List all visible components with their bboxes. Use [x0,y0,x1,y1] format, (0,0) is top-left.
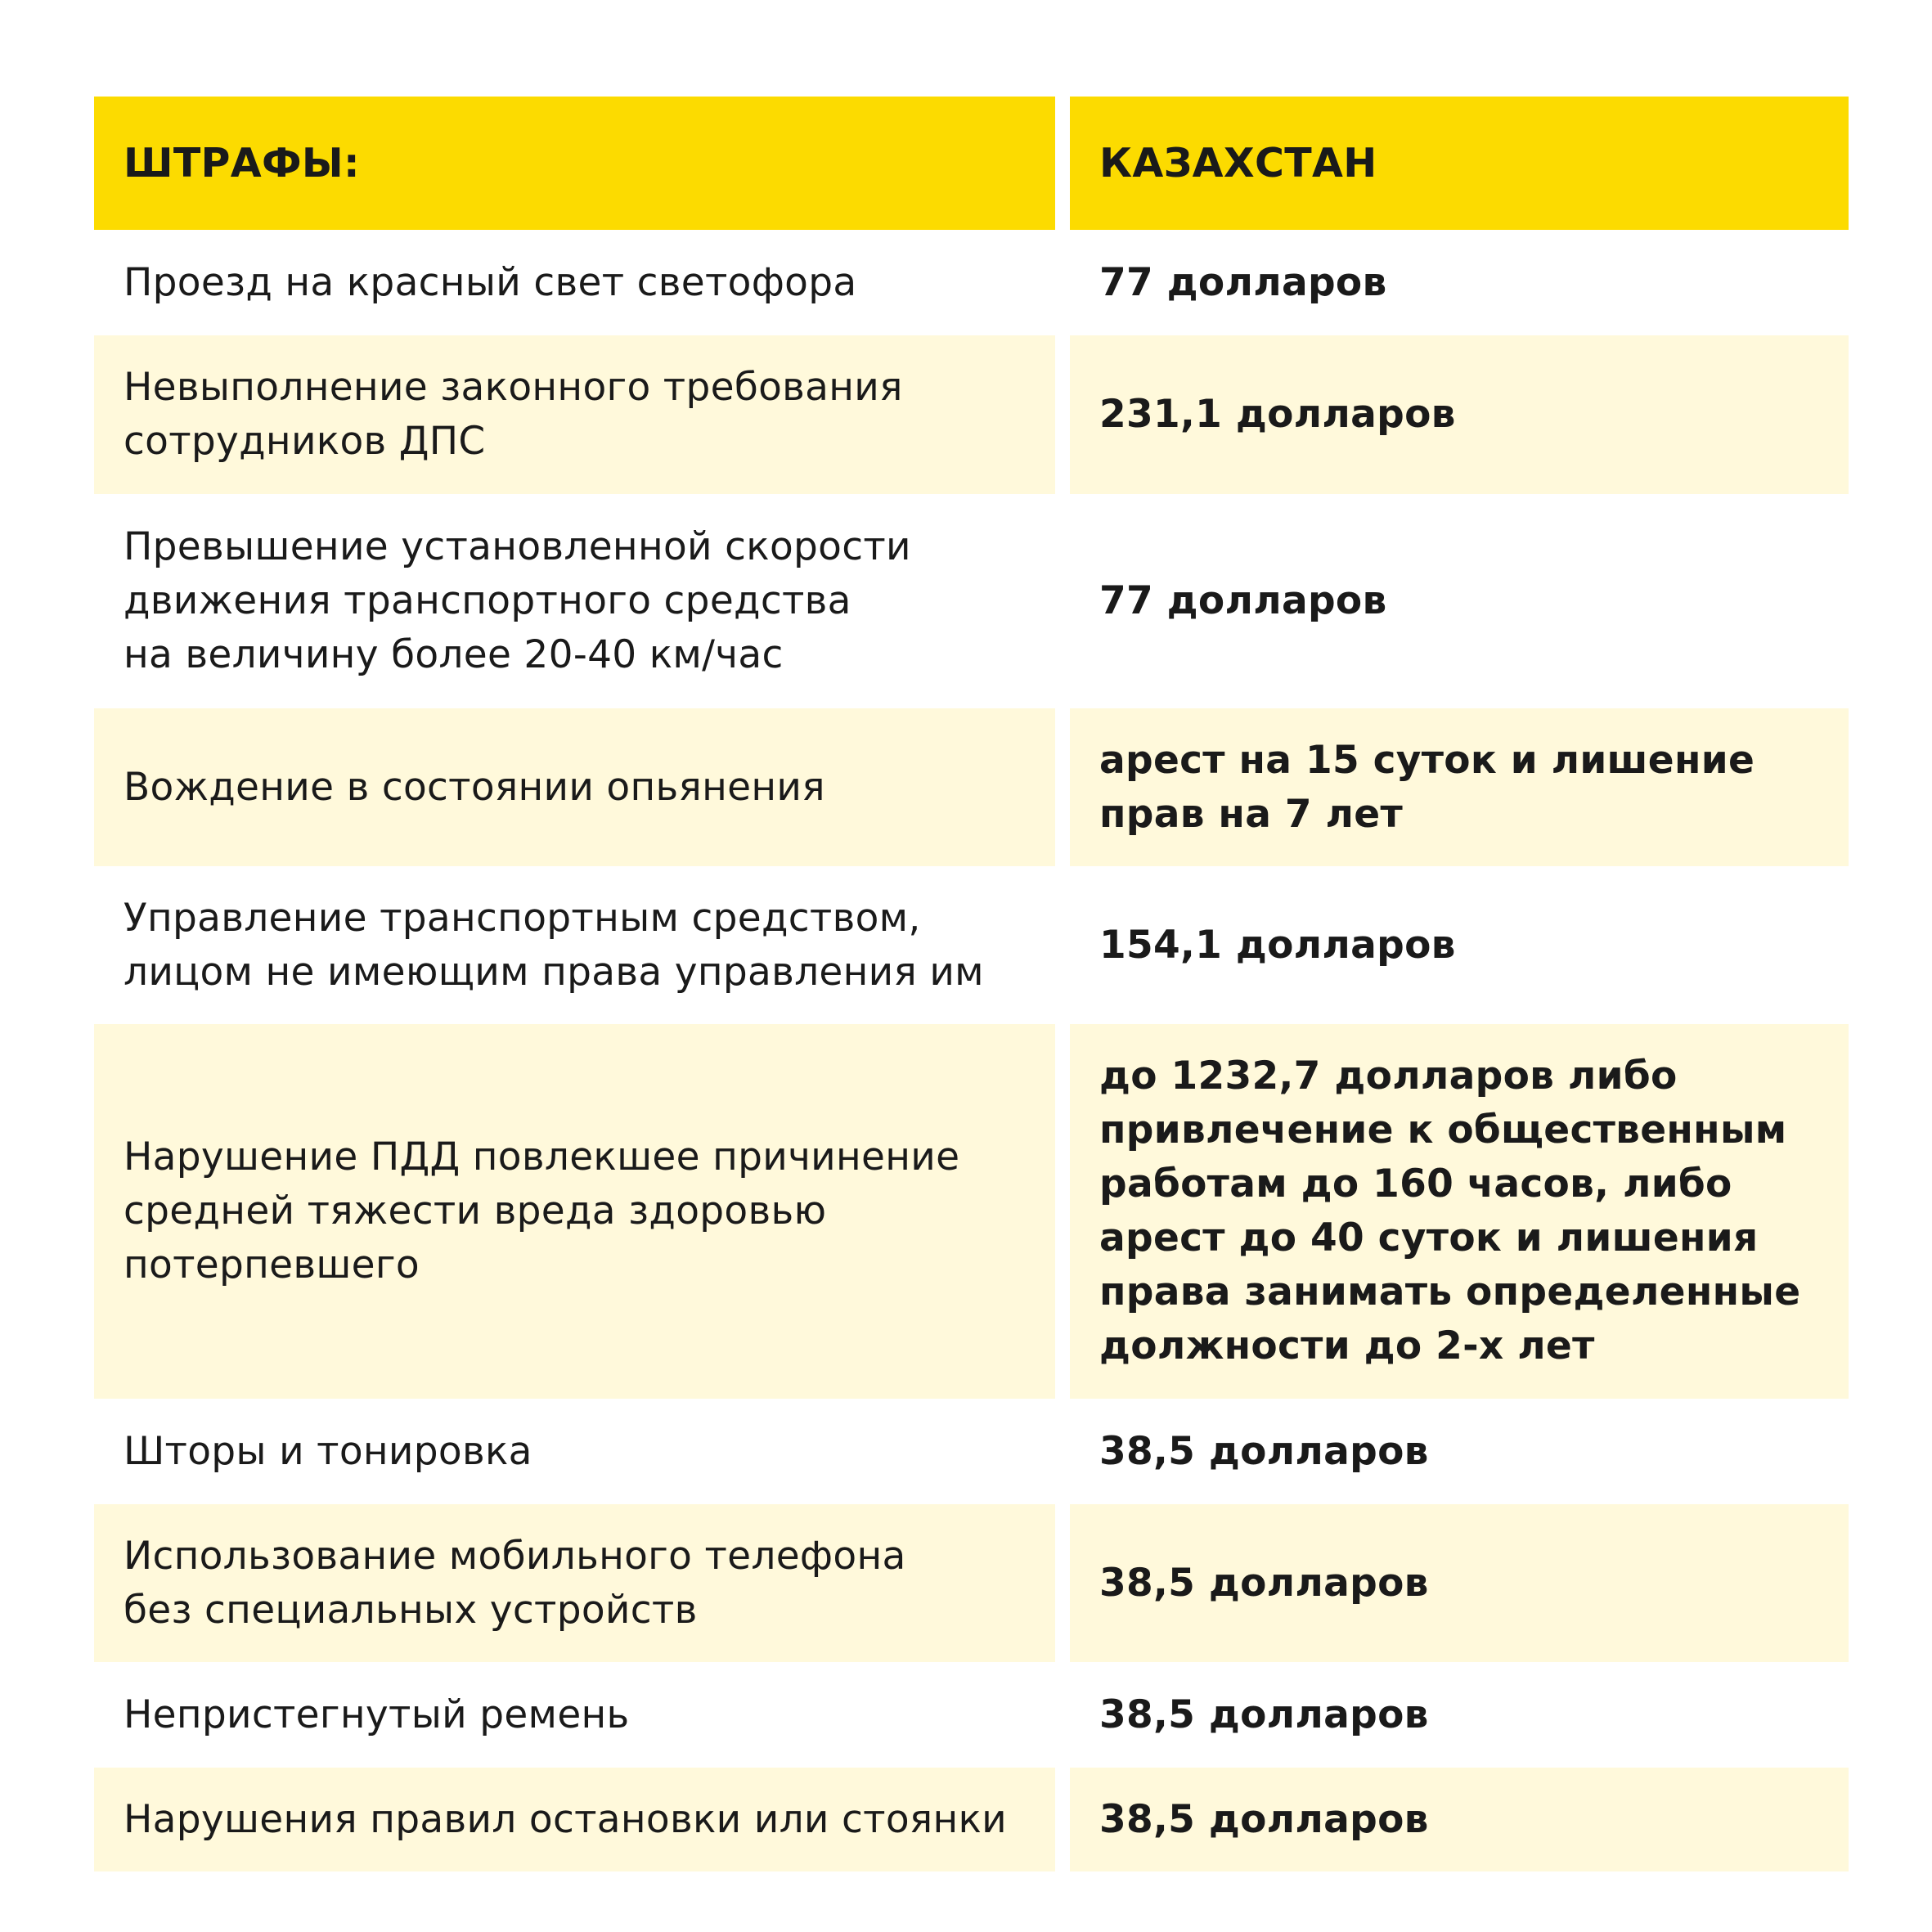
violation-cell: Нарушение ПДД повлекшее причинение средней тяжести вреда здоровью потерпевшего [94,1024,1055,1399]
table-row [94,1662,1849,1768]
fine-cell: 38,5 долларов [1099,1428,1429,1474]
violation-cell: Вождение в состоянии опьянения [94,708,1055,866]
table-row [94,1399,1849,1504]
fine-cell: до 1232,7 долларов либо привлечение к общественным работам до 160 часов, либо арест до 40 суток и лишения права занимать определенные должности до 2-х лет [1070,1024,1849,1399]
fine-cell: 154,1 долларов [1099,922,1456,968]
violation-cell: Превышение установленной скорости движения транспортного средства на величину более 20-40 км/час [124,524,911,677]
table-row [94,494,1849,708]
violation-cell: Использование мобильного телефона без специальных устройств [94,1504,1055,1662]
header-country: КАЗАХСТАН [1070,97,1849,230]
fine-cell: 77 долларов [1099,578,1387,623]
violation-cell: Шторы и тонировка [124,1428,532,1474]
table-row [94,1768,1849,1871]
table-row [94,1024,1849,1399]
fine-cell: 38,5 долларов [1070,1768,1849,1871]
violation-cell: Нарушения правил остановки или стоянки [94,1768,1055,1871]
header-fines: ШТРАФЫ: [94,97,1055,230]
table-header [94,97,1849,230]
fines-table [94,97,1849,1871]
table-row [94,230,1849,335]
fine-cell: 38,5 долларов [1099,1692,1429,1737]
fine-cell: арест на 15 суток и лишение прав на 7 лет [1070,708,1849,866]
violation-cell: Управление транспортным средством, лицом не имеющим права управления им [124,895,984,995]
fine-cell: 38,5 долларов [1070,1504,1849,1662]
table-row [94,1504,1849,1662]
table-row [94,708,1849,866]
fine-cell: 77 долларов [1099,259,1387,305]
violation-cell: Невыполнение законного требования сотрудников ДПС [94,335,1055,494]
violation-cell: Проезд на красный свет светофора [124,259,857,305]
table-row [94,335,1849,494]
violation-cell: Непристегнутый ремень [124,1692,630,1737]
table-row [94,866,1849,1024]
fine-cell: 231,1 долларов [1070,335,1849,494]
